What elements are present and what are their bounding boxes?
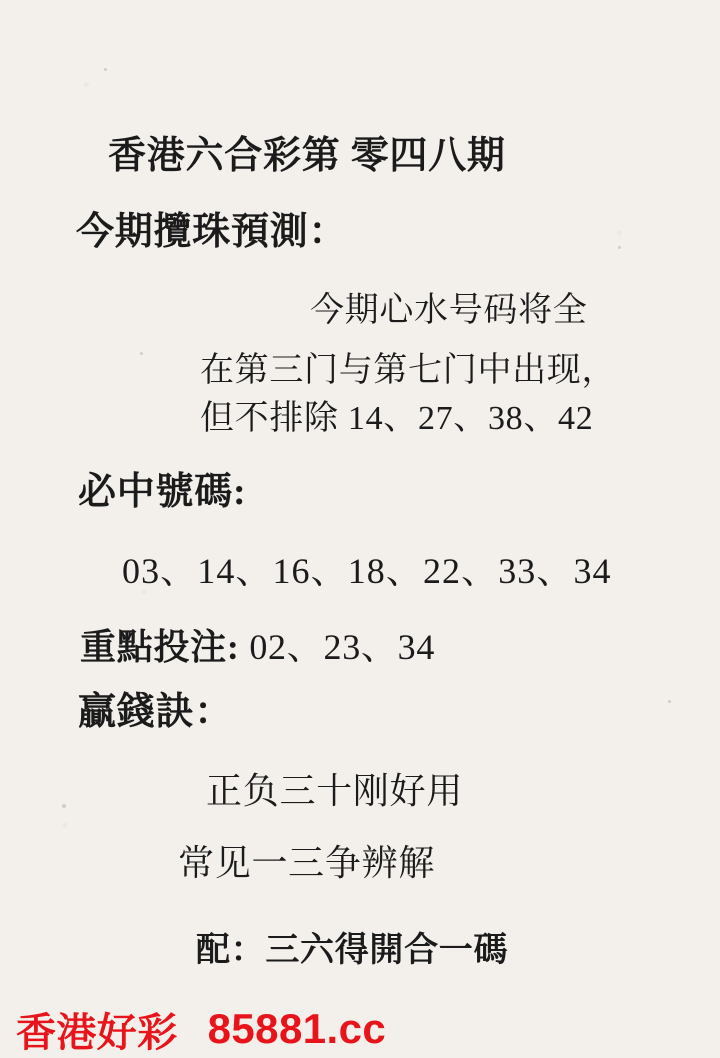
pair-label: 配： <box>196 932 266 969</box>
prediction-line-3: 但不排除 14、27、38、42 <box>200 400 594 437</box>
verse-line-2: 常见一三争辨解 <box>178 843 436 883</box>
pair-row <box>196 932 508 969</box>
section-subtitle: 今期攬珠預測： <box>76 211 348 253</box>
prediction-line-2: 在第三门与第七门中出现， <box>200 352 617 389</box>
footer-bar <box>0 1000 720 1058</box>
win-formula-label: 贏錢訣： <box>78 691 234 733</box>
focus-bet-row <box>80 628 435 668</box>
prediction-line-1: 今期心水号码将全 <box>310 292 588 329</box>
title-main-text: 香港六合彩第 <box>108 135 341 177</box>
title-issue-text: 零四八期 <box>350 135 506 177</box>
focus-bet-numbers: 02、23、34 <box>249 627 436 667</box>
pair-text: 三六得開合一碼 <box>265 932 509 969</box>
page-title <box>108 136 506 178</box>
brand-name: 香港好彩 <box>16 1010 178 1055</box>
must-hit-numbers: 03、14、16、18、22、33、34 <box>122 551 612 591</box>
focus-bet-label: 重點投注: <box>80 627 240 667</box>
site-url[interactable]: 85881.cc <box>207 1005 387 1052</box>
must-hit-label: 必中號碼: <box>78 471 247 513</box>
verse-line-1: 正负三十刚好用 <box>206 771 464 811</box>
